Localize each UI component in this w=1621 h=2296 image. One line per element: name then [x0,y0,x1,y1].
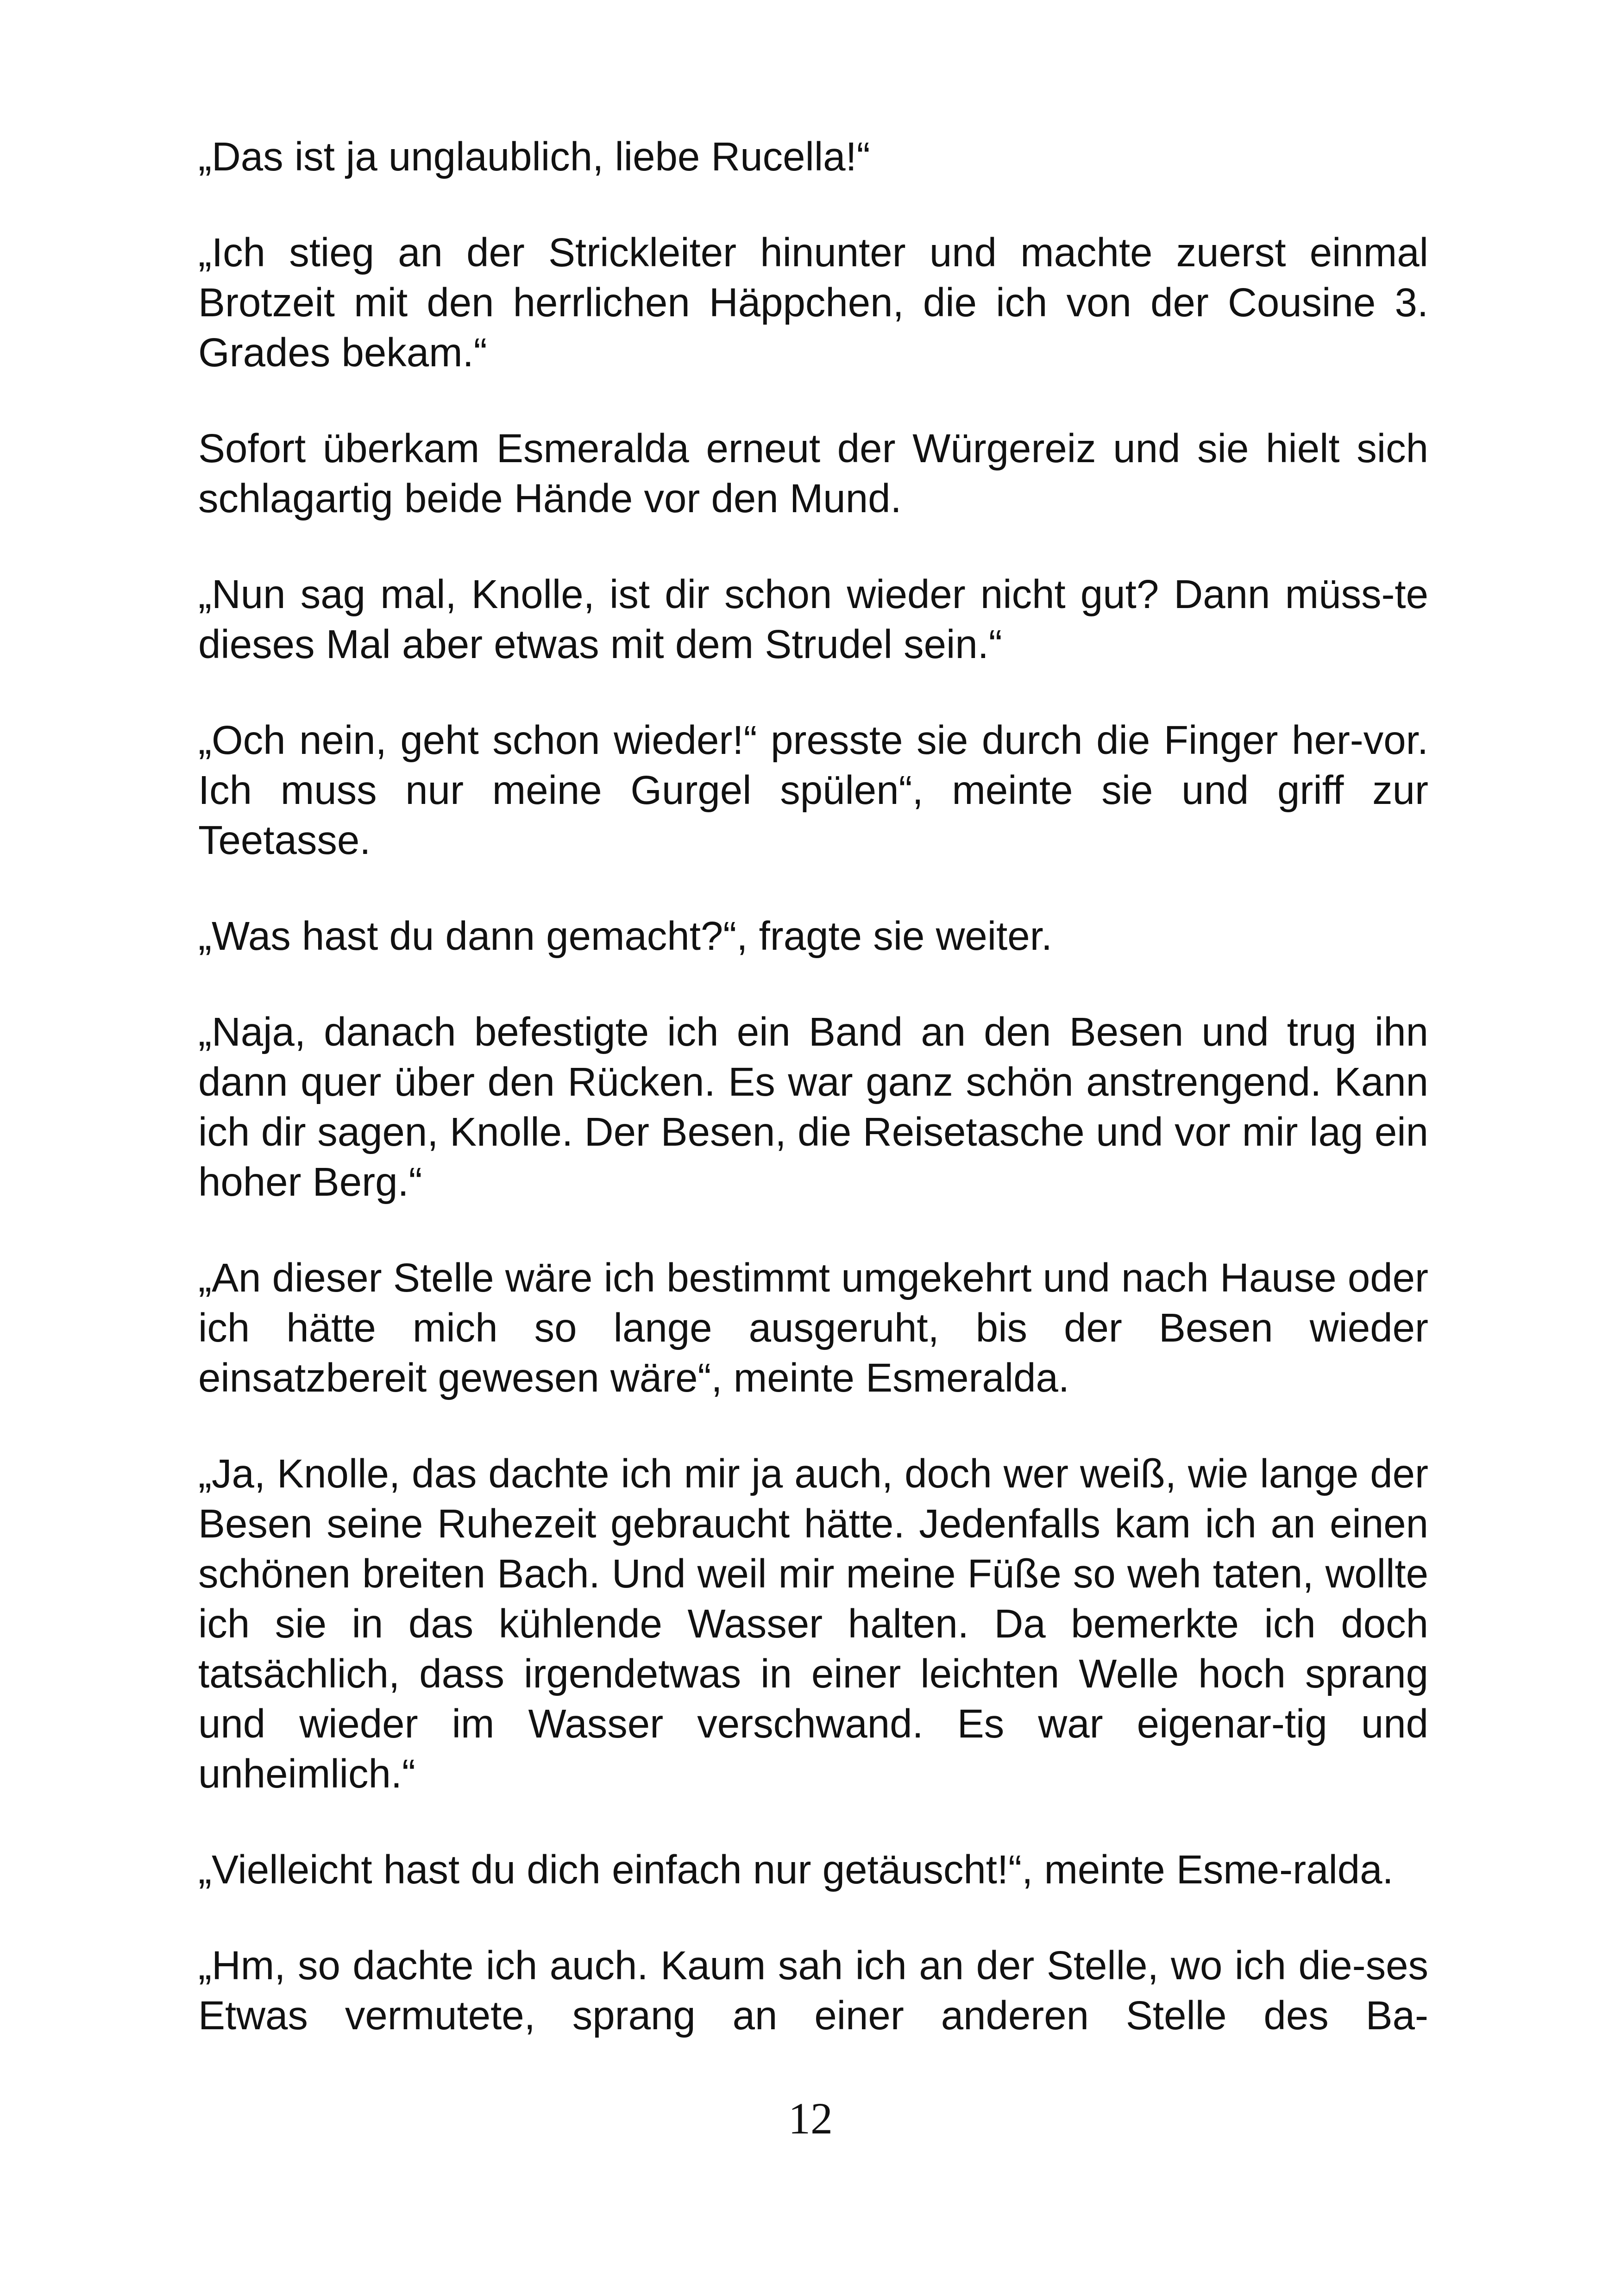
paragraph-3: Sofort überkam Esmeralda erneut der Würgereiz und sie hielt sich schlagartig beide Hände vor den Mund. [198,426,1428,521]
text-body [198,132,1428,2041]
paragraph-10: „Vielleicht hast du dich einfach nur getäuscht!“, meinte Esme-ralda. [198,1847,1394,1892]
paragraph-4: „Nun sag mal, Knolle, ist dir schon wieder nicht gut? Dann müss-te dieses Mal aber etwas mit dem Strudel sein.“ [198,572,1428,667]
paragraph-11: „Hm, so dachte ich auch. Kaum sah ich an der Stelle, wo ich die-ses Etwas vermutete, sprang an einer anderen Stelle des Ba- [198,1943,1428,2038]
paragraph-7: „Naja, danach befestigte ich ein Band an den Besen und trug ihn dann quer über den Rücken. Es war ganz schön anstrengend. Kann ich dir sagen, Knolle. Der Besen, die Reisetasche und vor mir lag ein hoher Berg.“ [198,1010,1428,1204]
paragraph-1: „Das ist ja unglaublich, liebe Rucella!“ [198,134,870,179]
page-number: 12 [788,2094,833,2143]
paragraph-9: „Ja, Knolle, das dachte ich mir ja auch, doch wer weiß, wie lange der Besen seine Ruhezeit gebraucht hätte. Jedenfalls kam ich an einen schönen breiten Bach. Und weil mir meine Füße so weh taten, wollte ich sie in das kühlende Wasser halten. Da bemerkte ich doch tatsächlich, dass irgendetwas in einer leichten Welle hoch sprang und wieder im Wasser verschwand. Es war eigenar-tig und unheimlich.“ [198,1451,1428,1796]
paragraph-5: „Och nein, geht schon wieder!“ presste sie durch die Finger her-vor. Ich muss nur meine Gurgel spülen“, meinte sie und griff zur Teetasse. [198,718,1428,863]
paragraph-2: „Ich stieg an der Strickleiter hinunter und machte zuerst einmal Brotzeit mit den herrlichen Häppchen, die ich von der Cousine 3. Grades bekam.“ [198,230,1428,375]
paragraph-6: „Was hast du dann gemacht?“, fragte sie weiter. [198,914,1053,959]
paragraph-8: „An dieser Stelle wäre ich bestimmt umgekehrt und nach Hause oder ich hätte mich so lange ausgeruht, bis der Besen wieder einsatzbereit gewesen wäre“, meinte Esmeralda. [198,1255,1428,1400]
